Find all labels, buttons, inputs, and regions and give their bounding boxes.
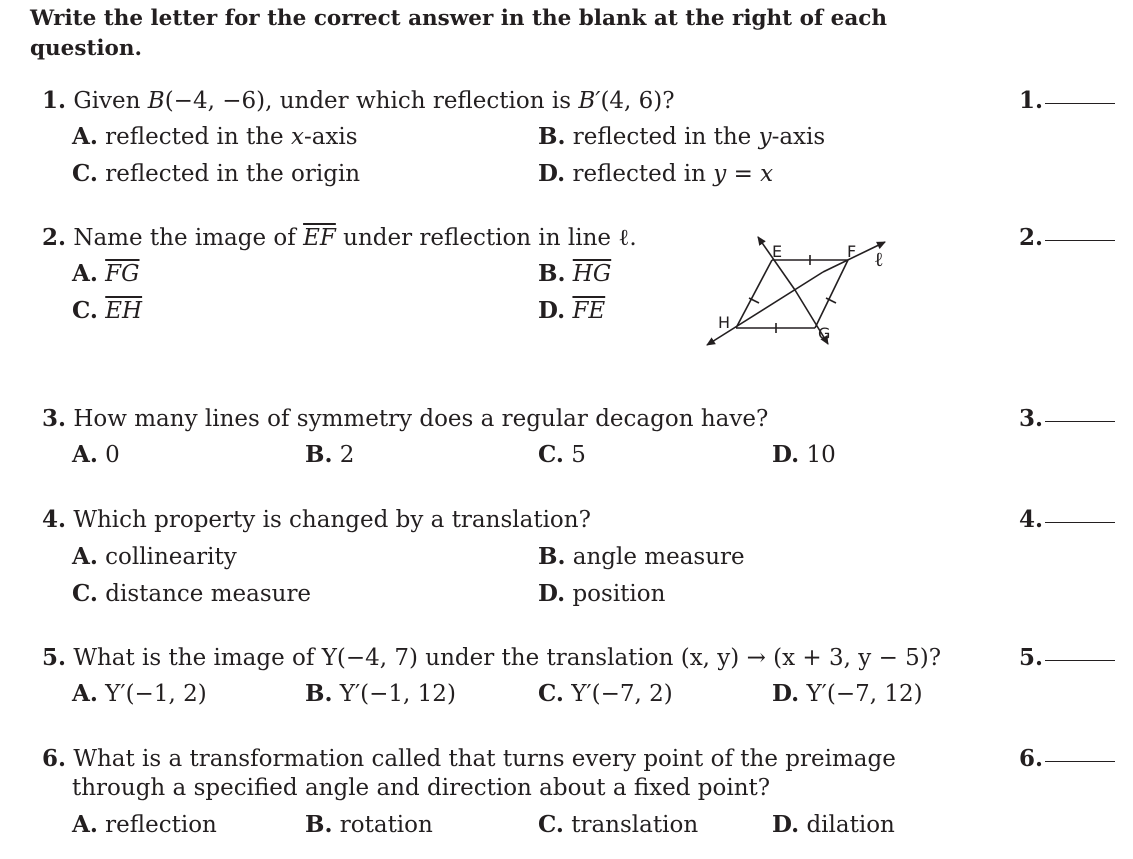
question-4 <box>42 506 591 534</box>
question-text: Which property is changed by a translation? <box>73 507 591 533</box>
question-text: What is the image of Y(−4, 7) under the translation (x, y) → (x + 3, y − 5)? <box>73 645 942 671</box>
label-f: F <box>847 242 857 261</box>
answer-1c: C. reflected in the origin <box>72 160 361 187</box>
answer-6b: B. rotation <box>305 811 433 838</box>
answer-6c: C. translation <box>538 811 699 838</box>
answer-5a: A. Y′(−1, 2) <box>72 680 207 707</box>
question-3 <box>42 405 768 433</box>
answer-4c: C. distance measure <box>72 580 312 607</box>
question-6-continued: through a specified angle and direction about a fixed point? <box>72 775 771 801</box>
question-number: 2. <box>42 224 67 251</box>
answer-6d: D. dilation <box>772 811 895 838</box>
answer-3c: C. 5 <box>538 441 586 468</box>
answer-blank-5[interactable]: 5. <box>1019 644 1115 672</box>
answer-blank-1[interactable]: 1. <box>1019 87 1115 115</box>
label-e: E <box>772 242 783 261</box>
answer-4b: B. angle measure <box>538 543 745 570</box>
answer-5d: D. Y′(−7, 12) <box>772 680 923 707</box>
reflection-figure <box>700 232 900 362</box>
question-number: 6. <box>42 745 67 772</box>
answer-3a: A. 0 <box>72 441 120 468</box>
label-line-l: ℓ <box>874 247 884 271</box>
label-h: H <box>718 313 731 332</box>
question-text: Given B(−4, −6), under which reflection is B′(4, 6)? <box>73 88 675 114</box>
segment-fg <box>815 260 848 328</box>
label-g: G <box>818 324 831 343</box>
question-text: How many lines of symmetry does a regular decagon have? <box>73 406 769 432</box>
answer-blank-6[interactable]: 6. <box>1019 745 1115 773</box>
question-1 <box>42 87 675 115</box>
answer-1a: A. reflected in the x-axis <box>72 123 358 150</box>
answer-1d: D. reflected in y = x <box>538 160 774 187</box>
instructions: Write the letter for the correct answer in the blank at the right of each question. <box>30 6 887 61</box>
question-number: 1. <box>42 87 67 114</box>
answer-3d: D. 10 <box>772 441 836 468</box>
question-number: 3. <box>42 405 67 432</box>
answer-blank-4[interactable]: 4. <box>1019 506 1115 534</box>
answer-blank-2[interactable]: 2. <box>1019 224 1115 252</box>
question-number: 5. <box>42 644 67 671</box>
question-text: Name the image of $\overline{EF}$ under reflection in line ℓ. <box>73 225 637 251</box>
answer-5c: C. Y′(−7, 2) <box>538 680 673 707</box>
segment-he <box>736 260 772 328</box>
answer-4a: A. collinearity <box>72 543 237 570</box>
answer-1b: B. reflected in the y-axis <box>538 123 826 150</box>
answer-2c: C. $\overline{EH}$ <box>72 297 143 324</box>
answer-4d: D. position <box>538 580 666 607</box>
answer-2a: A. $\overline{FG}$ <box>72 260 140 287</box>
answer-6a: A. reflection <box>72 811 217 838</box>
answer-2b: B. $\overline{HG}$ <box>538 260 612 287</box>
question-5 <box>42 644 941 672</box>
answer-2d: D. $\overline{FE}$ <box>538 297 606 324</box>
question-2 <box>42 224 637 252</box>
question-text-line1: What is a transformation called that turns every point of the preimage <box>73 746 896 772</box>
question-number: 4. <box>42 506 67 533</box>
answer-blank-3[interactable]: 3. <box>1019 405 1115 433</box>
answer-3b: B. 2 <box>305 441 355 468</box>
question-6 <box>42 745 896 773</box>
answer-5b: B. Y′(−1, 12) <box>305 680 456 707</box>
